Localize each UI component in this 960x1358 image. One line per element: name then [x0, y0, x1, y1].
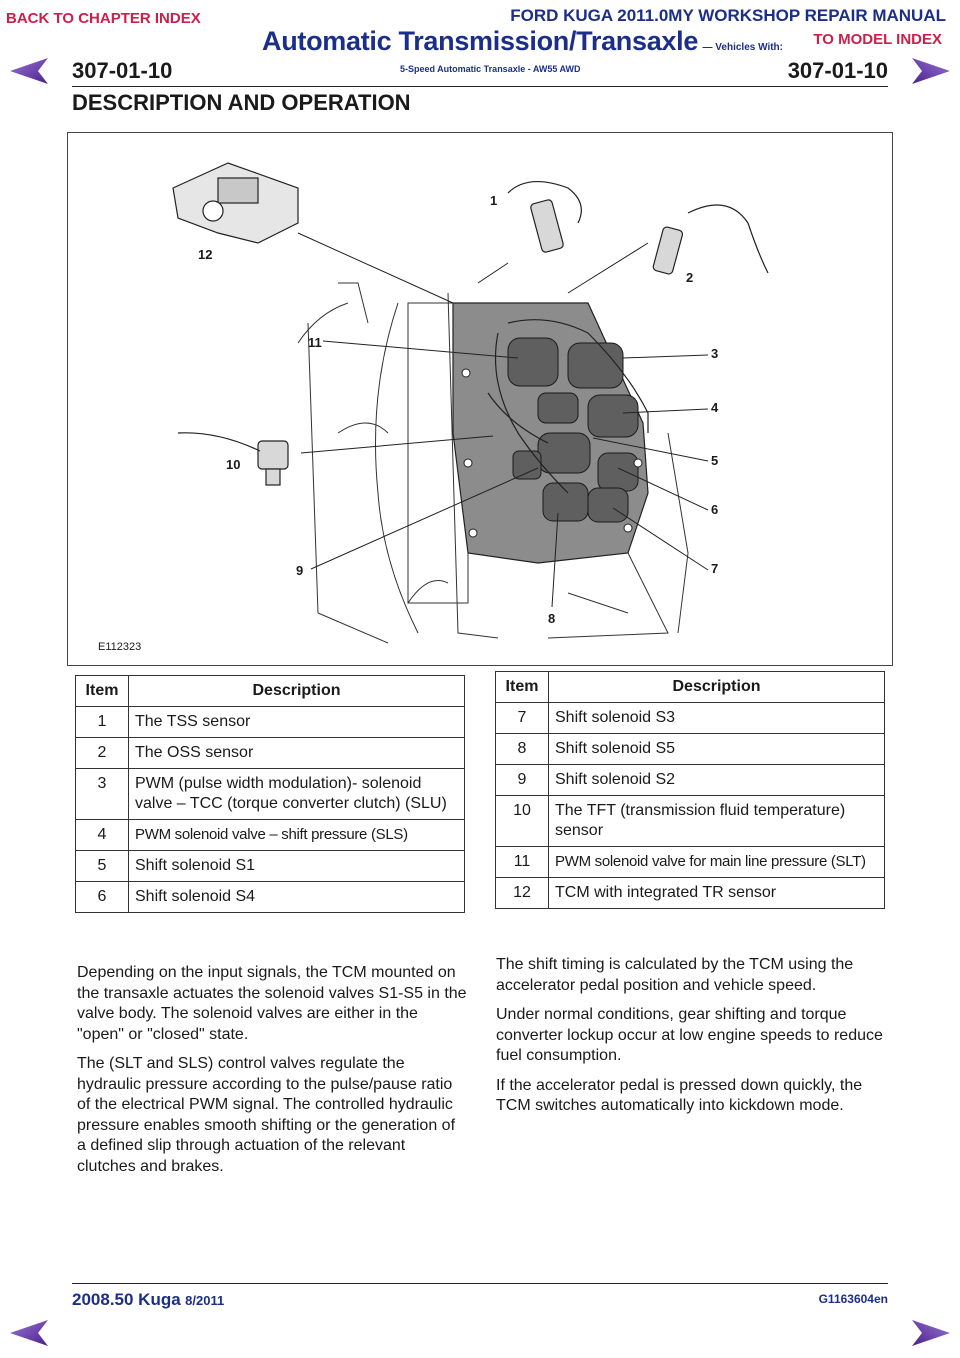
next-page-arrow-icon[interactable] [908, 56, 952, 86]
table-row [496, 796, 885, 847]
header-rule [72, 86, 888, 87]
previous-page-arrow-icon[interactable] [8, 1318, 52, 1348]
item-number: 3 [76, 769, 129, 820]
section-number-left: 307-01-10 [72, 58, 173, 83]
to-model-index-link[interactable]: TO MODEL INDEX [813, 31, 942, 48]
table-row [496, 765, 885, 796]
footer-rule [72, 1283, 888, 1284]
table-header-item: Item [76, 676, 129, 707]
table-header-item: Item [496, 672, 549, 703]
table-row [76, 851, 465, 882]
item-description: Shift solenoid S1 [129, 851, 465, 882]
callout-4: 4 [711, 400, 719, 415]
item-number: 9 [496, 765, 549, 796]
table-row [496, 734, 885, 765]
callout-10: 10 [226, 457, 241, 472]
paragraph: If the accelerator pedal is pressed down quickly, the TCM switches automatically into kickdown mode. [496, 1076, 863, 1114]
back-to-chapter-index-link[interactable]: BACK TO CHAPTER INDEX [6, 10, 201, 27]
item-table-left [75, 675, 465, 913]
section-number-right: 307-01-10 [787, 58, 888, 83]
callout-9: 9 [296, 563, 304, 578]
item-description: The OSS sensor [129, 738, 465, 769]
paragraph: The (SLT and SLS) control valves regulate the hydraulic pressure according to the pulse/pause ratio of the electrical PWM signal. The controlled hydraulic pressure enables smooth shifting or the generation of a defined slip through actuation of the relevant clutches and brakes. [77, 1055, 456, 1175]
paragraph: Depending on the input signals, the TCM mounted on the transaxle actuates the solenoid valves S1-S5 in the valve body. The solenoid valves are either in the "open" or "closed" state. [77, 964, 467, 1043]
body-column-right [496, 955, 888, 1126]
table-row [496, 703, 885, 734]
table-row [76, 769, 465, 820]
footer-model-block [72, 1290, 224, 1310]
chapter-subtitle: 5-Speed Automatic Transaxle - AW55 AWD [400, 64, 581, 74]
callout-1: 1 [490, 193, 498, 208]
table-row [76, 738, 465, 769]
callout-3: 3 [711, 346, 719, 361]
callout-12: 12 [198, 247, 213, 262]
item-number: 10 [496, 796, 549, 847]
item-number: 11 [496, 847, 549, 878]
callout-11: 11 [308, 335, 322, 350]
item-description: Shift solenoid S4 [129, 882, 465, 913]
valve-body-illustration [68, 133, 892, 665]
item-number: 7 [496, 703, 549, 734]
callout-2: 2 [686, 270, 694, 285]
item-number: 2 [76, 738, 129, 769]
table-row [496, 847, 885, 878]
next-page-arrow-icon[interactable] [908, 1318, 952, 1348]
figure-id: E112323 [98, 641, 142, 653]
callout-6: 6 [711, 502, 719, 517]
footer-model: 2008.50 Kuga [72, 1290, 181, 1309]
paragraph: Under normal conditions, gear shifting and torque converter lockup occur at low engine speeds to reduce fuel consumption. [496, 1006, 883, 1064]
item-number: 12 [496, 878, 549, 909]
manual-title: FORD KUGA 2011.0MY WORKSHOP REPAIR MANUAL [510, 6, 946, 25]
item-number: 6 [76, 882, 129, 913]
table-row [76, 820, 465, 851]
item-description: PWM solenoid valve – shift pressure (SLS) [129, 820, 465, 851]
table-row [76, 707, 465, 738]
item-description: The TSS sensor [129, 707, 465, 738]
footer-date: 8/2011 [185, 1293, 225, 1308]
chapter-title: Automatic Transmission/Transaxle [262, 26, 699, 56]
paragraph: The shift timing is calculated by the TCM using the accelerator pedal position and vehicle speed. [496, 956, 854, 994]
footer-doc-code: G1163604en [818, 1292, 888, 1306]
item-description: TCM with integrated TR sensor [549, 878, 885, 909]
table-header-description: Description [549, 672, 885, 703]
callout-8: 8 [548, 611, 556, 626]
table-header-description: Description [129, 676, 465, 707]
item-description: Shift solenoid S5 [549, 734, 885, 765]
component-figure [67, 132, 893, 666]
callout-7: 7 [711, 561, 719, 576]
item-number: 5 [76, 851, 129, 882]
item-description: Shift solenoid S3 [549, 703, 885, 734]
item-number: 8 [496, 734, 549, 765]
chapter-title-suffix: — Vehicles With: [702, 42, 783, 53]
chapter-title-block [262, 26, 783, 57]
table-row [76, 882, 465, 913]
body-column-left [77, 963, 467, 1186]
item-number: 1 [76, 707, 129, 738]
item-table-right [495, 671, 885, 909]
previous-page-arrow-icon[interactable] [8, 56, 52, 86]
item-description: PWM (pulse width modulation)- solenoid valve – TCC (torque converter clutch) (SLU) [129, 769, 465, 820]
item-description: The TFT (transmission fluid temperature) sensor [549, 796, 885, 847]
callout-5: 5 [711, 453, 719, 468]
table-row [496, 878, 885, 909]
item-description: Shift solenoid S2 [549, 765, 885, 796]
item-description: PWM solenoid valve for main line pressure (SLT) [549, 847, 885, 878]
section-title: DESCRIPTION AND OPERATION [72, 90, 411, 115]
item-number: 4 [76, 820, 129, 851]
